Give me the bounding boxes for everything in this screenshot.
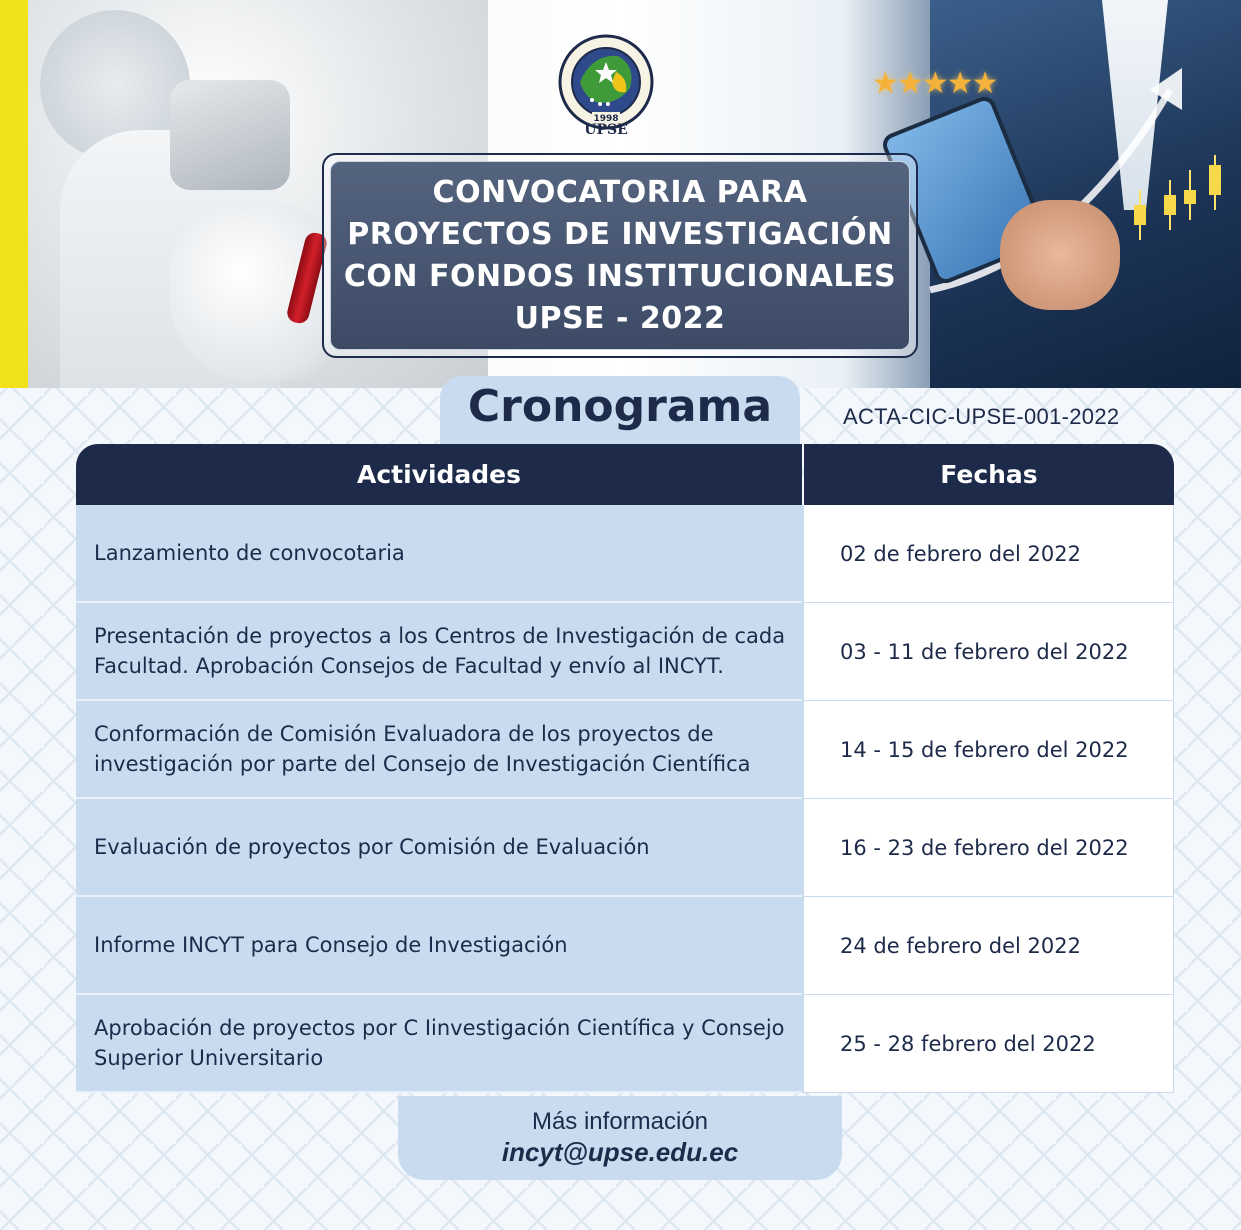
title-line-1: CONVOCATORIA PARA — [432, 174, 808, 210]
hand-image — [1000, 200, 1120, 310]
activity-cell: Informe INCYT para Consejo de Investigación — [76, 897, 802, 995]
rating-stars — [872, 66, 997, 101]
star-icon: ★ — [971, 66, 997, 101]
activity-cell: Conformación de Comisión Evaluadora de los proyectos de investigación por parte del Consejo de Investigación Científica — [76, 701, 802, 799]
star-icon: ★ — [921, 66, 947, 101]
cronograma-title: Cronograma — [467, 381, 773, 432]
schedule-table — [76, 444, 1174, 1093]
table-row — [76, 505, 1174, 603]
star-icon: ★ — [872, 66, 897, 101]
hero-banner — [0, 0, 1241, 388]
header-dates: Fechas — [804, 444, 1174, 505]
activity-cell: Lanzamiento de convocotaria — [76, 505, 802, 603]
title-line-3: CON FONDOS INSTITUCIONALES — [343, 258, 897, 294]
title-panel — [330, 161, 910, 350]
activity-cell: Aprobación de proyectos por C Iinvestigación Científica y Consejo Superior Universitario — [76, 995, 802, 1093]
title-line-4: UPSE - 2022 — [514, 300, 726, 336]
star-icon: ★ — [946, 66, 972, 101]
logo-wordmark: UPSE — [584, 122, 628, 138]
activity-cell: Evaluación de proyectos por Comisión de Evaluación — [76, 799, 802, 897]
logo-year: 1998 — [593, 114, 619, 124]
date-cell: 14 - 15 de febrero del 2022 — [802, 701, 1174, 799]
contact-email-link[interactable]: incyt@upse.edu.ec — [501, 1137, 739, 1167]
table-row — [76, 799, 1174, 897]
table-header — [76, 444, 1174, 505]
header-activities: Actividades — [76, 444, 802, 505]
candlestick-chart-icon — [1120, 150, 1230, 260]
table-row — [76, 603, 1174, 701]
date-cell: 03 - 11 de febrero del 2022 — [802, 603, 1174, 701]
table-row — [76, 701, 1174, 799]
date-cell: 16 - 23 de febrero del 2022 — [802, 799, 1174, 897]
yellow-accent-strip — [0, 0, 28, 388]
date-cell: 24 de febrero del 2022 — [802, 897, 1174, 995]
cronograma-tab — [440, 376, 800, 444]
more-info-box — [398, 1096, 842, 1180]
date-cell: 25 - 28 febrero del 2022 — [802, 995, 1174, 1093]
table-row — [76, 995, 1174, 1093]
star-icon: ★ — [896, 66, 922, 101]
more-info-label: Más información — [531, 1108, 709, 1135]
date-cell: 02 de febrero del 2022 — [802, 505, 1174, 603]
table-row — [76, 897, 1174, 995]
acta-reference: ACTA-CIC-UPSE-001-2022 — [843, 404, 1120, 429]
activity-cell: Presentación de proyectos a los Centros de Investigación de cada Facultad. Aprobación Consejos de Facultad y envío al INCYT. — [76, 603, 802, 701]
microscope-image — [170, 80, 290, 190]
title-box — [322, 153, 918, 358]
title-line-2: PROYECTOS DE INVESTIGACIÓN — [347, 216, 893, 252]
